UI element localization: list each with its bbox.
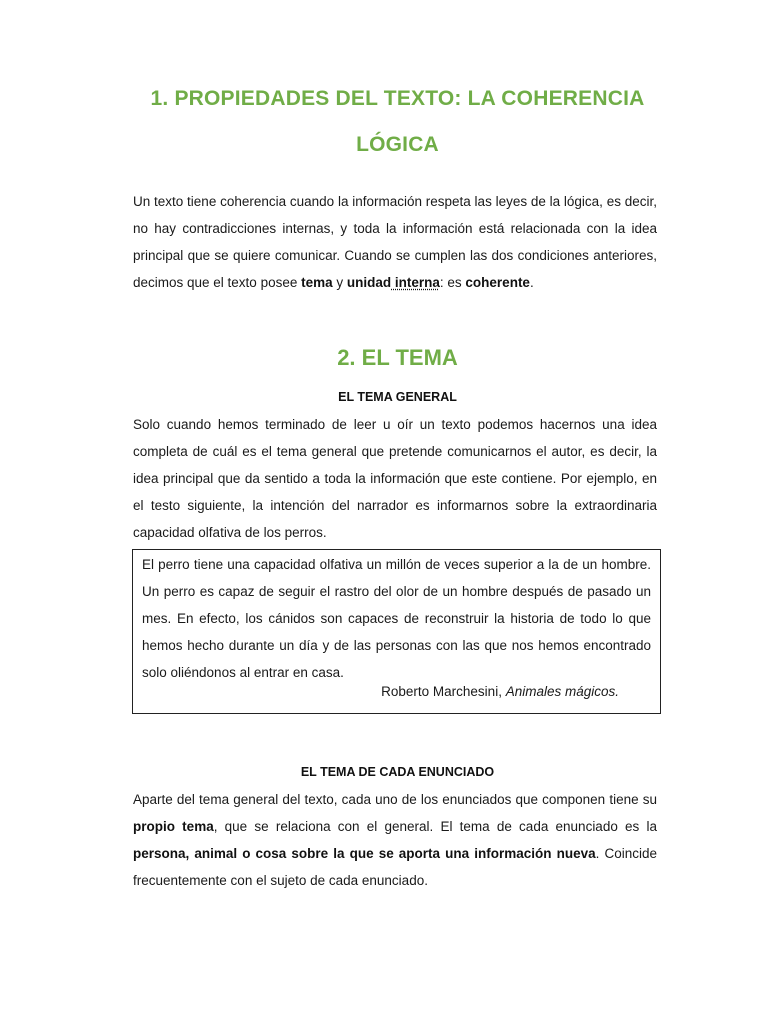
paragraph-tema-general: Solo cuando hemos terminado de leer u oír un texto podemos hacernos una idea completa de cuál es el tema general que pretende comunicarnos el autor, es decir, la idea principal que da sentido a toda la información que este contiene. Por ejemplo, en el testo siguiente, la intención del narrador es informarnos sobre la extraordinaria capacidad olfativa de los perros. <box>133 417 657 540</box>
section1-title-line1: 1. PROPIEDADES DEL TEXTO: LA COHERENCIA <box>150 87 645 110</box>
quote-text: El perro tiene una capacidad olfativa un millón de veces superior a la de un hombre. Un perro es capaz de seguir el rastro del olor de un hombre después de pasado un mes. En efecto, los cánidos son capaces de reconstruir la historia de todo lo que hemos hecho durante un día y de las personas con las que nos hemos encontrado solo oliéndonos al entrar en casa. <box>142 557 651 680</box>
section1-paragraph-text: Un texto tiene coherencia cuando la información respeta las leyes de la lógica, es decir, no hay contradicciones internas, y toda la información está relacionada con la idea principal que se quiere comunicar. Cuando se cumplen las dos condiciones anteriores, decimos que el texto posee <box>133 194 657 290</box>
section1-paragraph-text: . <box>529 275 534 290</box>
quote-author: Roberto Marchesini, <box>381 684 506 699</box>
bold-unidad: unidad <box>346 275 392 290</box>
paragraph-enunciado-text: Aparte del tema general del texto, cada uno de los enunciados que componen tiene su <box>133 792 657 807</box>
bold-unidad-interna <box>347 275 440 290</box>
quote-box <box>132 549 661 714</box>
bold-persona-animal-cosa: persona, animal o cosa sobre la que se aporta una información nueva <box>133 846 596 861</box>
quote-work-title: Animales mágicos. <box>505 684 619 699</box>
section1-title-line2: LÓGICA <box>356 133 439 156</box>
bold-interna: interna <box>391 275 440 290</box>
subtitle-tema-general: EL TEMA GENERAL <box>338 390 457 404</box>
paragraph-enunciado-text: , que se relaciona con el general. El tema de cada enunciado es la <box>213 819 657 834</box>
section1-paragraph-text: y <box>332 275 347 290</box>
section1-paragraph-text: : es <box>439 275 466 290</box>
paragraph-enunciado-text: . Coincide frecuentemente con el sujeto de cada enunciado. <box>133 846 657 888</box>
subtitle-tema-enunciado: EL TEMA DE CADA ENUNCIADO <box>300 765 495 779</box>
paragraph-tema-enunciado <box>133 786 657 894</box>
quote-citation <box>133 684 619 699</box>
bold-propio-tema: propio tema <box>133 819 214 834</box>
section1-paragraph <box>133 188 657 296</box>
bold-coherente: coherente <box>465 275 530 290</box>
section2-title: 2. EL TEMA <box>337 345 458 370</box>
bold-tema: tema <box>301 275 333 290</box>
